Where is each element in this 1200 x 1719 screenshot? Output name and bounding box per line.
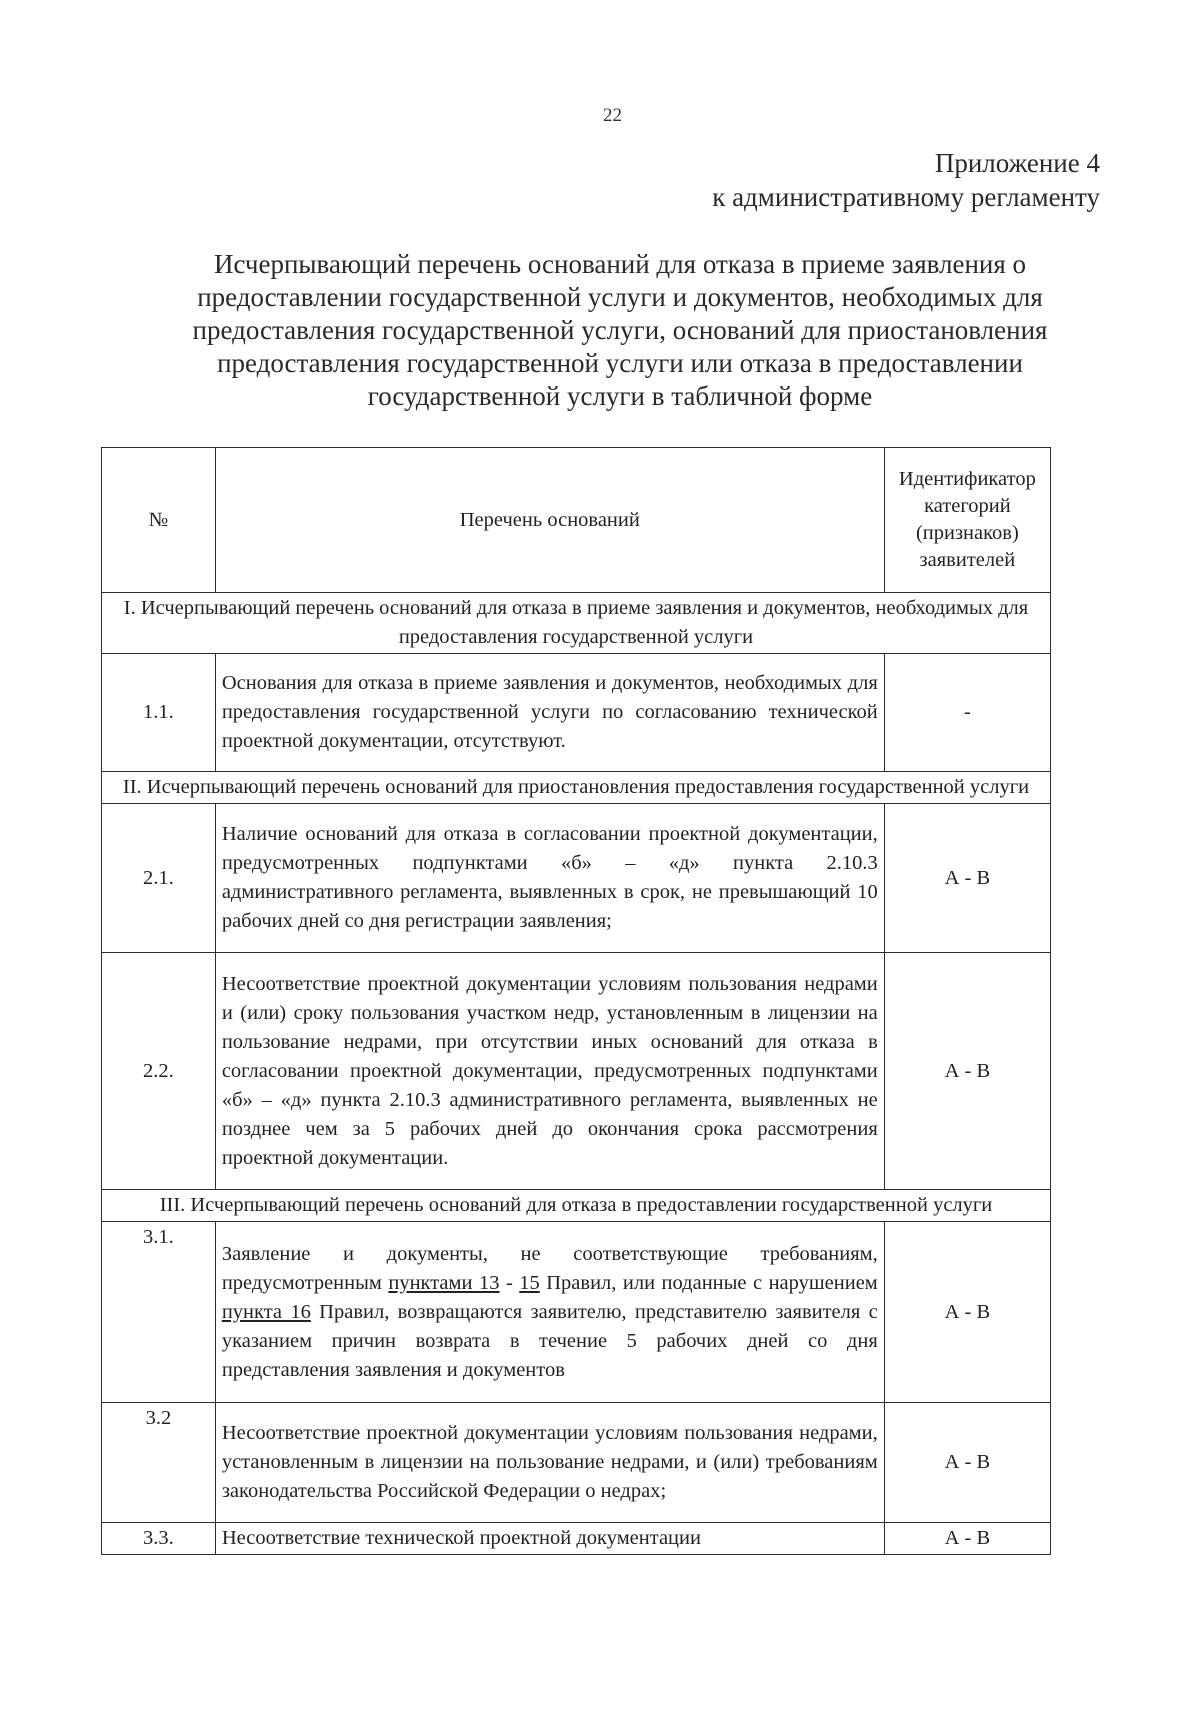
row-number: 1.1.	[102, 654, 216, 772]
row-number: 3.1.	[102, 1222, 216, 1403]
page-number: 22	[603, 105, 622, 126]
row-text-part: Правил, возвращаются заявителю, представителю заявителя с указанием причин возврата в течение 5 рабочих дней со дня представления заявления и документов	[221, 1300, 878, 1381]
appendix-line-2: к административному регламенту	[712, 182, 1100, 212]
section-3-title: III. Исчерпывающий перечень оснований для отказа в предоставлении государственной услуги	[102, 1190, 1051, 1222]
section-1-title: I. Исчерпывающий перечень оснований для отказа в приеме заявления и документов, необходимых для предоставления государственной услуги	[102, 593, 1051, 654]
row-identifier: А - В	[884, 953, 1050, 1190]
table-row	[102, 804, 1051, 953]
table-row	[102, 654, 1051, 772]
row-text: Наличие оснований для отказа в согласовании проектной документации, предусмотренных подпунктами «б» – «д» пункта 2.10.3 административного регламента, выявленных в срок, не превышающий 10 рабочих дней со дня регистрации заявления;	[215, 804, 884, 953]
rules-point-15-link[interactable]: 15	[519, 1271, 540, 1294]
row-number: 3.2	[102, 1403, 216, 1523]
grounds-table	[101, 447, 1051, 1555]
section-row	[102, 593, 1051, 654]
appendix-reference	[712, 146, 1100, 214]
row-identifier: А - В	[884, 1523, 1050, 1555]
section-row	[102, 1190, 1051, 1222]
row-identifier: А - В	[884, 1222, 1050, 1403]
section-row	[102, 772, 1051, 804]
rules-points-13-link[interactable]: пунктами 13	[388, 1271, 500, 1294]
row-text: Несоответствие технической проектной документации	[215, 1523, 884, 1555]
document-title: Исчерпывающий перечень оснований для отказа в приеме заявления о предоставлении государственной услуги и документов, необходимых для предоставления государственной услуги, оснований для приостановления предоставления государственной услуги или отказа в предоставлении государственной услуги в табличной форме	[192, 249, 1048, 411]
row-text: Несоответствие проектной документации условиям пользования недрами, установленным в лицензии на пользование недрами, и (или) требованиям законодательства Российской Федерации о недрах;	[215, 1403, 884, 1523]
table-row	[102, 953, 1051, 1190]
row-identifier: -	[884, 654, 1050, 772]
row-text: Несоответствие проектной документации условиям пользования недрами и (или) сроку пользования участком недр, установленным в лицензии на пользование недрами, при отсутствии иных оснований для отказа в согласовании проектной документации, предусмотренных подпунктами «б» – «д» пункта 2.10.3 административного регламента, выявленных не позднее чем за 5 рабочих дней до окончания срока рассмотрения проектной документации.	[215, 953, 884, 1190]
row-text-part: -	[499, 1271, 520, 1294]
header-number: №	[102, 448, 216, 593]
table-row	[102, 1523, 1051, 1555]
row-text-part: Правил, или поданные с нарушением	[539, 1271, 878, 1294]
header-applicant-identifier: Идентификатор категорий (признаков) заявителей	[884, 448, 1050, 593]
table-row	[102, 1403, 1051, 1523]
rules-point-16-link[interactable]: пункта 16	[221, 1300, 311, 1323]
row-text: Основания для отказа в приеме заявления и документов, необходимых для предоставления государственной услуги по согласованию технической проектной документации, отсутствуют.	[215, 654, 884, 772]
appendix-line-1: Приложение 4	[934, 148, 1100, 178]
row-number: 3.3.	[102, 1523, 216, 1555]
table-row	[102, 1222, 1051, 1403]
row-identifier: А - В	[884, 804, 1050, 953]
row-number: 2.2.	[102, 953, 216, 1190]
row-identifier: А - В	[884, 1403, 1050, 1523]
section-2-title: II. Исчерпывающий перечень оснований для приостановления предоставления государственной услуги	[102, 772, 1051, 804]
header-grounds-list: Перечень оснований	[215, 448, 884, 593]
table-header-row	[102, 448, 1051, 593]
row-text-part: Заявление и документы, не соответствующие требованиям, предусмотренным	[221, 1242, 878, 1294]
row-number: 2.1.	[102, 804, 216, 953]
row-text	[215, 1222, 884, 1403]
